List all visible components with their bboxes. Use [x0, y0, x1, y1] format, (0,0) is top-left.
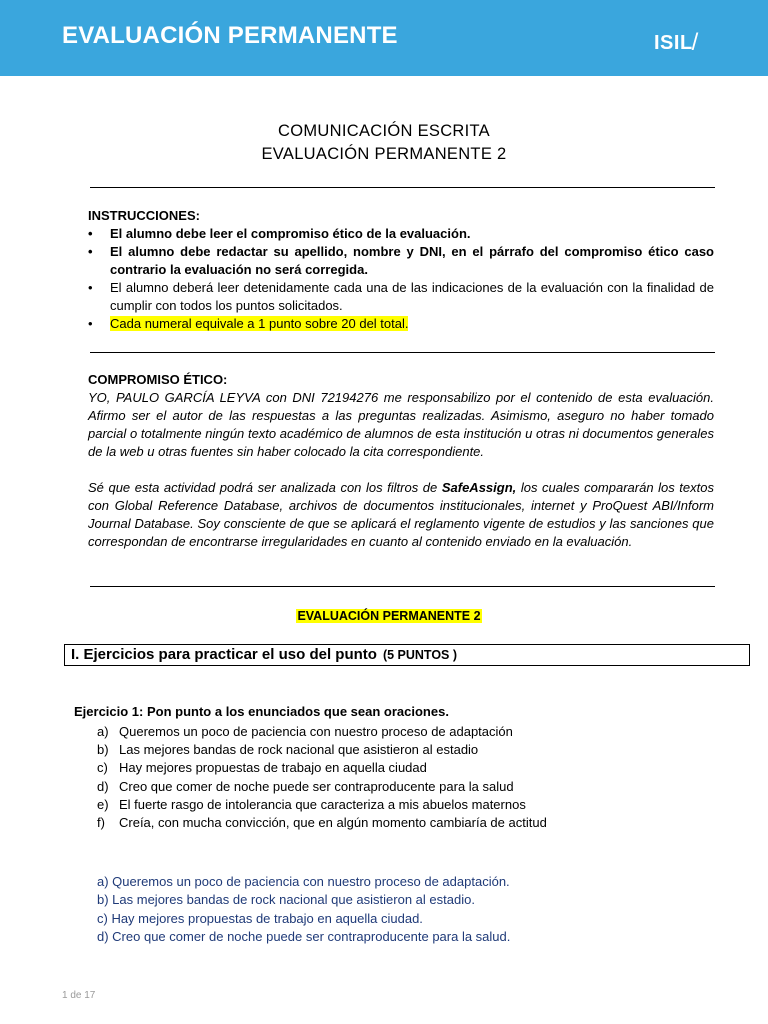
- instruction-item: • El alumno deberá leer detenidamente cada una de las indicaciones de la evaluación con la finalidad de cumplir con todos los puntos solicitados.: [88, 280, 714, 313]
- logo-text: ISIL: [654, 32, 693, 54]
- list-item: c) Hay mejores propuestas de trabajo en aquella ciudad: [97, 760, 427, 776]
- list-item: e) El fuerte rasgo de intolerancia que caracteriza a mis abuelos maternos: [97, 796, 526, 812]
- list-item: a) Queremos un poco de paciencia con nuestro proceso de adaptación: [97, 724, 513, 739]
- ethics-text: [88, 389, 714, 551]
- bullet-icon: •: [88, 226, 93, 241]
- list-item: f) Creía, con mucha convicción, que en algún momento cambiaría de actitud: [97, 814, 547, 830]
- highlighted-text: Cada numeral equivale a 1 punto sobre 20 del total.: [110, 316, 409, 331]
- answer-item: b) Las mejores bandas de rock nacional que asistieron al estadio.: [97, 892, 475, 908]
- isil-logo: [654, 28, 699, 56]
- section-heading: [0, 609, 768, 623]
- highlighted-heading: EVALUACIÓN PERMANENTE 2: [297, 609, 481, 623]
- list-item: b) Las mejores bandas de rock nacional que asistieron al estadio: [97, 742, 479, 758]
- ethics-block: [88, 371, 714, 551]
- instruction-item: [88, 315, 714, 333]
- answers-list: [97, 874, 510, 947]
- ethics-paragraph: YO, PAULO GARCÍA LEYVA con DNI 72194276 me responsabilizo por el contenido de esta evaluación. Afirmo ser el autor de las respuestas a las preguntas realizadas. Asimismo, aseguro no haber tomado parcial o totalmente ningún texto académico de alumnos de esta institución u otras ni documentos generales de la web u otras fuentes sin haber colocado la cita correspondiente.: [88, 390, 714, 459]
- doc-title-line1: COMUNICACIÓN ESCRITA: [278, 122, 490, 140]
- instructions-block: [88, 207, 714, 333]
- section-points: (5 PUNTOS ): [382, 648, 458, 662]
- safeassign-term: SafeAssign,: [441, 480, 517, 495]
- instructions-label: INSTRUCCIONES:: [88, 208, 200, 223]
- doc-title-line2: EVALUACIÓN PERMANENTE 2: [261, 145, 507, 163]
- bullet-icon: •: [88, 244, 93, 259]
- answer-item: c) Hay mejores propuestas de trabajo en aquella ciudad.: [97, 910, 423, 926]
- bullet-icon: •: [88, 280, 93, 295]
- section-title: I. Ejercicios para practicar el uso del punto (5 PUNTOS ): [71, 646, 458, 663]
- divider: [90, 586, 715, 587]
- bullet-icon: •: [88, 316, 93, 331]
- exercise-title: Ejercicio 1: Pon punto a los enunciados que sean oraciones.: [74, 704, 449, 719]
- list-item: d) Creo que comer de noche puede ser contraproducente para la salud: [97, 778, 514, 794]
- ethics-paragraph: Sé que esta actividad podrá ser analizada con los filtros de SafeAssign, los cuales compararán los textos con Global Reference Database, archivos de documentos institucionales, internet y ProQuest ABI/Inform Journal Database. Soy consciente de que se aplicará el reglamento vigente de estudios y las sanciones que correspondan de encontrarse irregularidades en cuanto al contenido enviado en la evaluación.: [88, 480, 714, 549]
- ethics-label: COMPROMISO ÉTICO:: [88, 372, 228, 387]
- instruction-item: • El alumno debe leer el compromiso ético de la evaluación.: [88, 226, 471, 241]
- page-number: 1 de 17: [62, 990, 96, 1001]
- answer-item: a) Queremos un poco de paciencia con nuestro proceso de adaptación.: [97, 874, 510, 889]
- logo-slash: /: [691, 29, 699, 56]
- divider: [90, 187, 715, 188]
- section-title-box: [64, 644, 750, 666]
- instruction-item: • El alumno debe redactar su apellido, nombre y DNI, en el párrafo del compromiso ético caso contrario la evaluación no será corregida.: [88, 244, 714, 277]
- header-title: EVALUACIÓN PERMANENTE: [62, 22, 398, 49]
- exercise-list: [97, 724, 547, 833]
- answer-item: d) Creo que comer de noche puede ser contraproducente para la salud.: [97, 928, 511, 944]
- instructions-list: [88, 225, 714, 333]
- header-banner: [0, 0, 768, 76]
- divider: [90, 352, 715, 353]
